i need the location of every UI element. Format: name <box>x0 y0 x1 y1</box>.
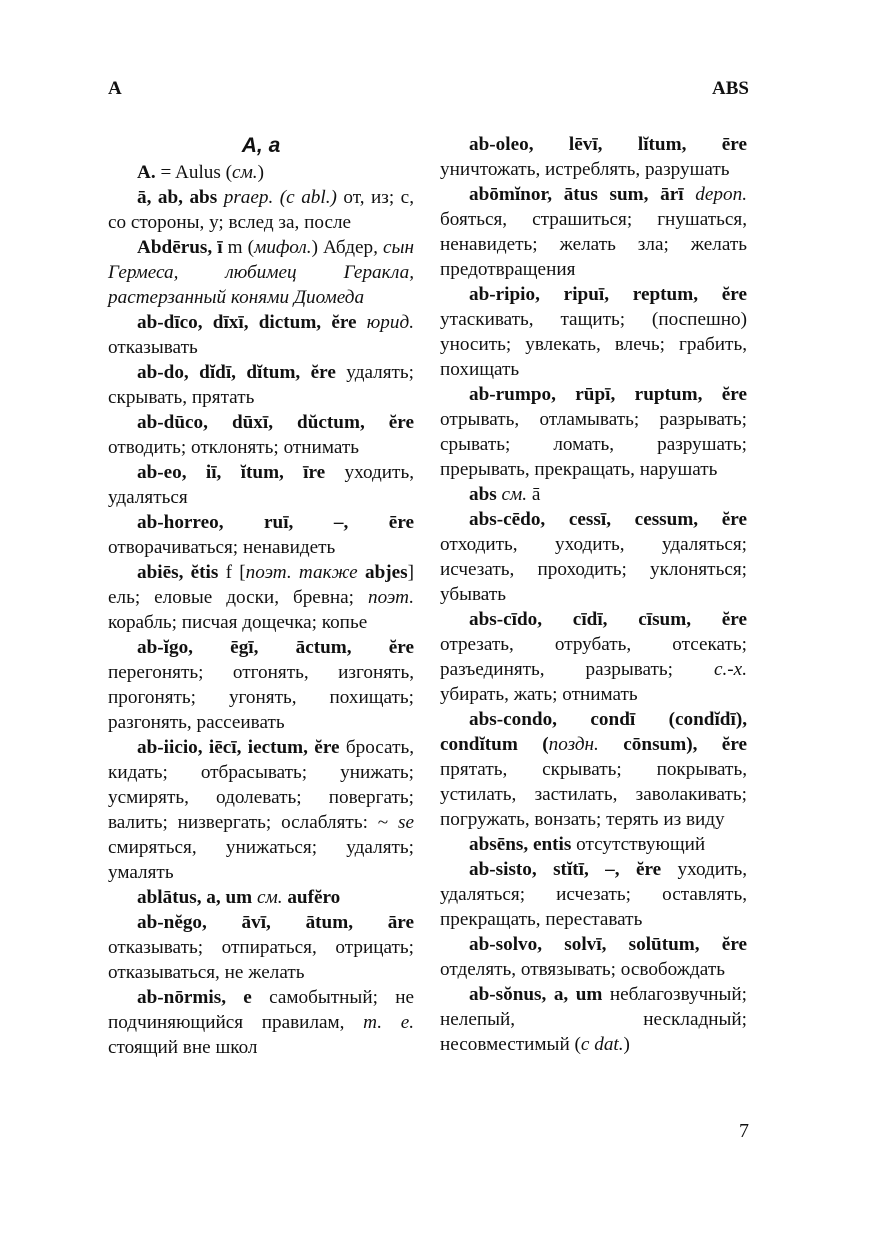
label-italic: , сын Гермеса, любимец Геракла, растерзанный конями Диомеда <box>108 237 415 308</box>
definition-text: удалять; скрывать, прятать <box>108 362 415 408</box>
headword: abiēs, ĕtis <box>137 562 219 583</box>
dictionary-entry-abigo <box>108 635 414 735</box>
dictionary-entry-abscido <box>440 607 747 707</box>
headword: absēns, entis <box>469 834 572 855</box>
dictionary-entry-abominor <box>440 182 747 282</box>
definition-text: убирать, жать; отнимать <box>440 684 638 705</box>
definition-text: отводить; отклонять; отнимать <box>108 437 359 458</box>
dictionary-entry-abdico <box>108 310 414 360</box>
definition-text: корабль; писчая дощечка; копье <box>108 612 368 633</box>
definition-text: стоящий вне школ <box>108 1037 258 1058</box>
right-column <box>440 132 747 1057</box>
dictionary-entry-absolvo <box>440 932 747 982</box>
label-italic: depon. <box>695 184 747 205</box>
definition-text: отворачиваться; ненавидеть <box>108 537 336 558</box>
headword: ab-rumpo, rūpī, ruptum, ĕre <box>469 384 747 405</box>
headword: ab-iicio, iēcī, iectum, ĕre <box>137 737 340 758</box>
definition-text: уходить, удаляться <box>108 462 414 508</box>
definition-text <box>684 184 696 205</box>
definition-text: ) Абдер <box>311 237 374 258</box>
definition-text: бросать, кидать; отбрасывать; унижать; усмирять, одолевать; повергать; валить; низвергать; ослаблять: ~ <box>108 737 414 833</box>
label-italic: с dat. <box>580 1034 624 1055</box>
label-italic: мифол. <box>254 237 312 258</box>
definition-text: ] ель; еловые доски, бревна; <box>108 562 414 608</box>
definition-text: отрезать, отрубать, отсекать; разъединять, разрывать; <box>440 634 747 680</box>
headword: ab-oleo, lēvī, lĭtum, ēre <box>469 134 747 155</box>
definition-text: смиряться, унижаться; удалять; умалять <box>108 837 414 883</box>
definition-text: отрывать, отламывать; разрывать; срывать; ломать, разрушать; прерывать, прекращать, нарушать <box>440 409 747 480</box>
definition-text: отделять, отвязывать; освобождать <box>440 959 725 980</box>
dictionary-entry-abnormis <box>108 985 414 1060</box>
headword: ab-dīco, dīxī, dictum, ĕre <box>137 312 357 333</box>
dictionary-entry-abiicio <box>108 735 414 885</box>
headword: ab-horreo, ruī, –, ēre <box>137 512 414 533</box>
headword: ab-solvo, solvī, solūtum, ĕre <box>469 934 747 955</box>
headword: ab-ĭgo, ēgī, āctum, ĕre <box>137 637 414 658</box>
definition-text: = Aulus ( <box>155 162 233 183</box>
definition-text: уничтожать, истреблять, разрушать <box>440 159 730 180</box>
headword: ab-ripio, ripuī, reptum, ĕre <box>469 284 747 305</box>
label-italic: см. <box>501 484 528 505</box>
headword: ab-eo, iī, ĭtum, īre <box>137 462 326 483</box>
definition-text: ) <box>623 1034 630 1055</box>
headword: abjes <box>364 562 408 583</box>
label-italic: см. <box>232 162 258 183</box>
definition-text: прятать, скрывать; покрывать, устилать, застилать, заволакивать; погружать, вонзать; терять из виду <box>440 759 747 830</box>
headword: Abdērus, ī <box>137 237 223 258</box>
definition-text: отходить, уходить, удаляться; исчезать, проходить; уклоняться; убывать <box>440 534 747 605</box>
dictionary-entry-abduco <box>108 410 414 460</box>
headword: ā, ab, abs <box>137 187 218 208</box>
headword: ablātus, a, um <box>137 887 253 908</box>
headword: ab-nĕgo, āvī, ātum, āre <box>137 912 414 933</box>
dictionary-entry-ab <box>108 185 414 235</box>
headword: abs-cīdo, cīdī, cīsum, ĕre <box>469 609 747 630</box>
dictionary-entry-absonus <box>440 982 747 1057</box>
dictionary-entry-abrumpo <box>440 382 747 482</box>
headword: abs-cēdo, cessī, cessum, ĕre <box>469 509 747 530</box>
headword: ab-sŏnus, a, um <box>469 984 603 1005</box>
dictionary-entry-abeo <box>108 460 414 510</box>
running-head-left: A <box>108 78 122 99</box>
definition-text: бояться, страшиться; гнушаться, ненавидеть; желать зла; желать предотвращения <box>440 209 747 280</box>
headword: cōnsum), ĕre <box>598 734 748 755</box>
dictionary-entry-a <box>108 160 414 185</box>
headword: abs-condo, condī (condĭdī), condĭtum ( <box>440 709 747 755</box>
dictionary-entry-absisto <box>440 857 747 932</box>
definition-text: отказывать <box>108 337 198 358</box>
left-column <box>108 132 414 1060</box>
headword: aufĕro <box>287 887 341 908</box>
dictionary-entry-abnego <box>108 910 414 985</box>
dictionary-entry-abscedo <box>440 507 747 607</box>
definition-text: m ( <box>222 237 255 258</box>
headword: A. <box>137 162 156 183</box>
definition-text: отсутствующий <box>571 834 706 855</box>
definition-text: ) <box>257 162 264 183</box>
dictionary-entry-aboleo <box>440 132 747 182</box>
running-head-right: ABS <box>712 78 749 99</box>
section-title: A, a <box>241 134 281 157</box>
definition-text: перегонять; отгонять, изгонять, прогонять; угонять, похищать; разгонять, рассеивать <box>108 662 414 733</box>
headword: abs <box>469 484 497 505</box>
definition-text: самобытный; не подчиняющийся правилам, <box>108 987 414 1033</box>
definition-text: от, из; с, со стороны, у; вслед за, после <box>108 187 414 233</box>
headword: ab-nōrmis, e <box>137 987 252 1008</box>
label-italic: praep. (c abl.) <box>223 187 337 208</box>
dictionary-entry-abs <box>440 482 747 507</box>
label-italic: см. <box>256 887 283 908</box>
definition-text <box>357 312 367 333</box>
definition-text: уходить, удаляться; исчезать; оставлять, прекращать, переставать <box>440 859 747 930</box>
dictionary-entry-abies <box>108 560 414 635</box>
label-italic: юрид. <box>366 312 414 333</box>
definition-text: утаскивать, тащить; (поспешно) уносить; увлекать, влечь; грабить, похищать <box>440 309 747 380</box>
definition-text: неблагозвучный; нелепый, нескладный; несовместимый ( <box>440 984 747 1055</box>
headword: ab-dūco, dūxī, dŭctum, ĕre <box>137 412 414 433</box>
dictionary-entry-abhorreo <box>108 510 414 560</box>
dictionary-entry-abderus <box>108 235 414 310</box>
headword: ab-sisto, stĭtī, –, ĕre <box>469 859 662 880</box>
definition-text: f [ <box>218 562 246 583</box>
label-italic: se <box>398 812 414 833</box>
dictionary-entry-ablatus <box>108 885 414 910</box>
label-italic: т. е. <box>363 1012 415 1033</box>
page-number: 7 <box>739 1120 749 1142</box>
definition-text: ā <box>527 484 541 505</box>
label-italic: с.-х. <box>713 659 747 680</box>
label-italic: поэт. также <box>245 562 358 583</box>
dictionary-entry-abripio <box>440 282 747 382</box>
definition-text <box>358 562 365 583</box>
label-italic: поэт. <box>367 587 414 608</box>
dictionary-entry-absens <box>440 832 747 857</box>
headword: ab-do, dĭdī, dĭtum, ĕre <box>137 362 336 383</box>
dictionary-entry-abscondo <box>440 707 747 832</box>
definition-text: отказывать; отпираться, отрицать; отказываться, не желать <box>108 937 414 983</box>
label-italic: поздн. <box>548 734 599 755</box>
dictionary-entry-abdo <box>108 360 414 410</box>
headword: abōmĭnor, ātus sum, ārī <box>469 184 684 205</box>
